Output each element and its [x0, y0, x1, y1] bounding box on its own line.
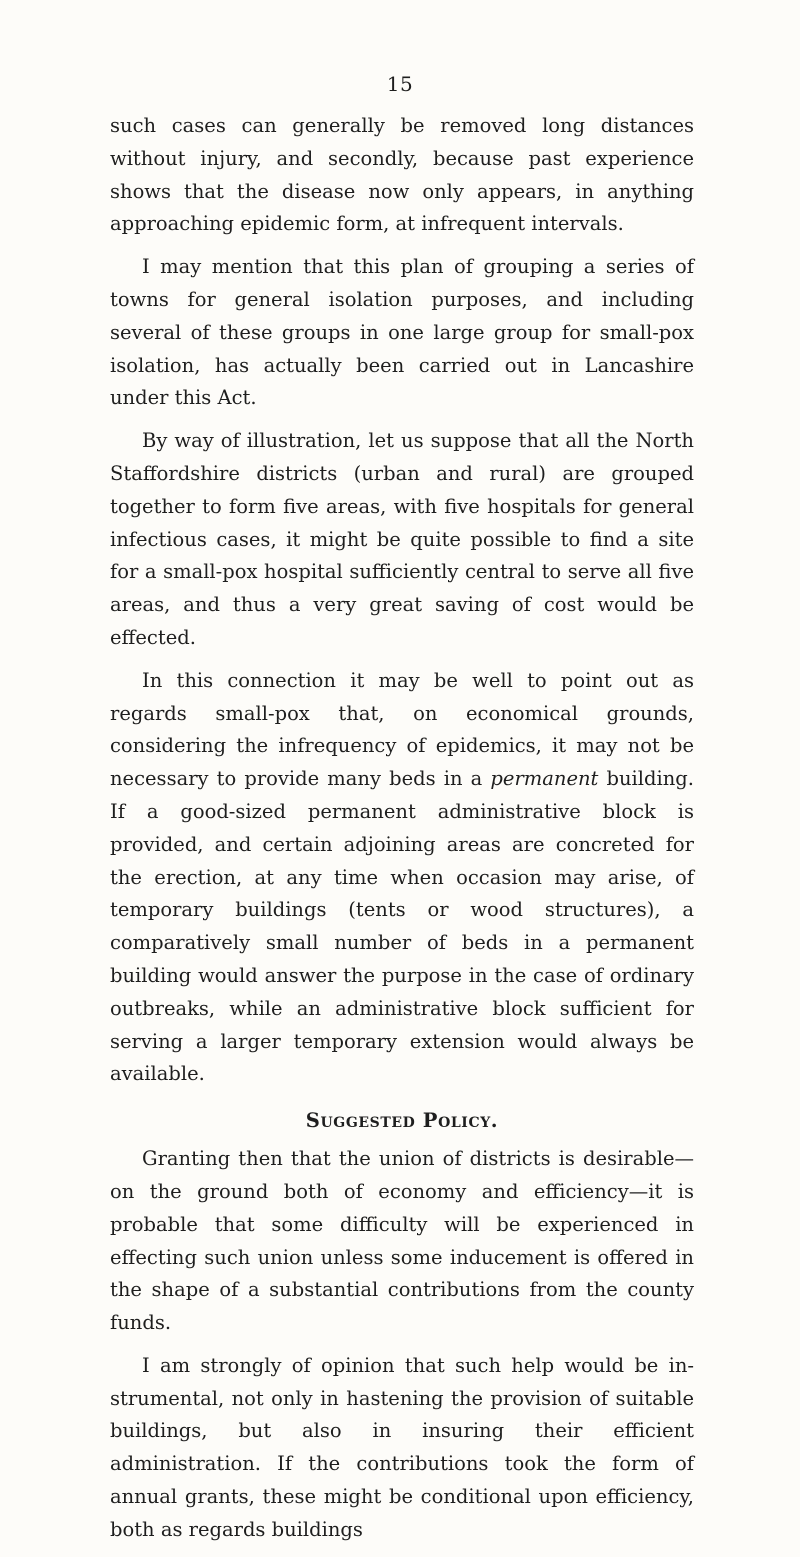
- paragraph-continued: such cases can generally be removed long distances without injury, and secondly, because past experience shows that the disease now only appears, in anything approaching epidemic form, at infrequent intervals.: [110, 114, 694, 236]
- emphasis-permanent: permanent: [490, 767, 599, 791]
- paragraph-lancashire: I may mention that this plan of grouping a series of towns for general isolation purposes, and including several of these groups in one large group for small-pox isolation, has actually been carried out in Lancashire under this Act.: [110, 255, 694, 410]
- body-text: [110, 110, 694, 1557]
- paragraph-staffordshire: By way of illustration, let us suppose that all the North Staffordshire districts (urban and rural) are grouped together to form five areas, with five hospitals for general infectious cases, it might be quite possible to find a site for a small-pox hospital sufficiently central to serve all five areas, and thus a very great saving of cost would be effected.: [110, 429, 694, 649]
- paragraph-union-of-districts: Granting then that the union of districts is desirable—on the ground both of economy and efficiency—it is probable that some difficulty will be experienced in effecting such union unless some inducement is offered in the shape of a substantial contributions from the county funds.: [110, 1147, 694, 1335]
- paragraph-small-pox-beds-start: In this connection it may be well to point out as regards small-pox that, on economical grounds, considering the infrequency of epidemics, it may not be necessary to provide many beds in a: [110, 668, 694, 791]
- paragraph-small-pox-beds-end: building. If a good-sized permanent administrative block is provided, and certain adjoining areas are concreted for the erection, at any time when occasion may arise, of temporary buildings (tents or wood structures), a comparatively small number of beds in a permanent building would answer the purpose in the case of ordinary outbreaks, while an administrative block sufficient for serving a larger temporary extension would always be available.: [110, 767, 694, 1086]
- page-number: 15: [386, 72, 414, 96]
- section-heading: Suggested Policy.: [305, 1109, 499, 1133]
- paragraph-county-help: I am strongly of opinion that such help would be instrumental, not only in hastening the provision of suitable buildings, but also in insuring their efficient administration. If the contributions took the form of annual grants, these might be conditional upon efficiency, both as regards buildings: [110, 1353, 694, 1541]
- paragraph-small-pox-beds: [110, 665, 694, 1091]
